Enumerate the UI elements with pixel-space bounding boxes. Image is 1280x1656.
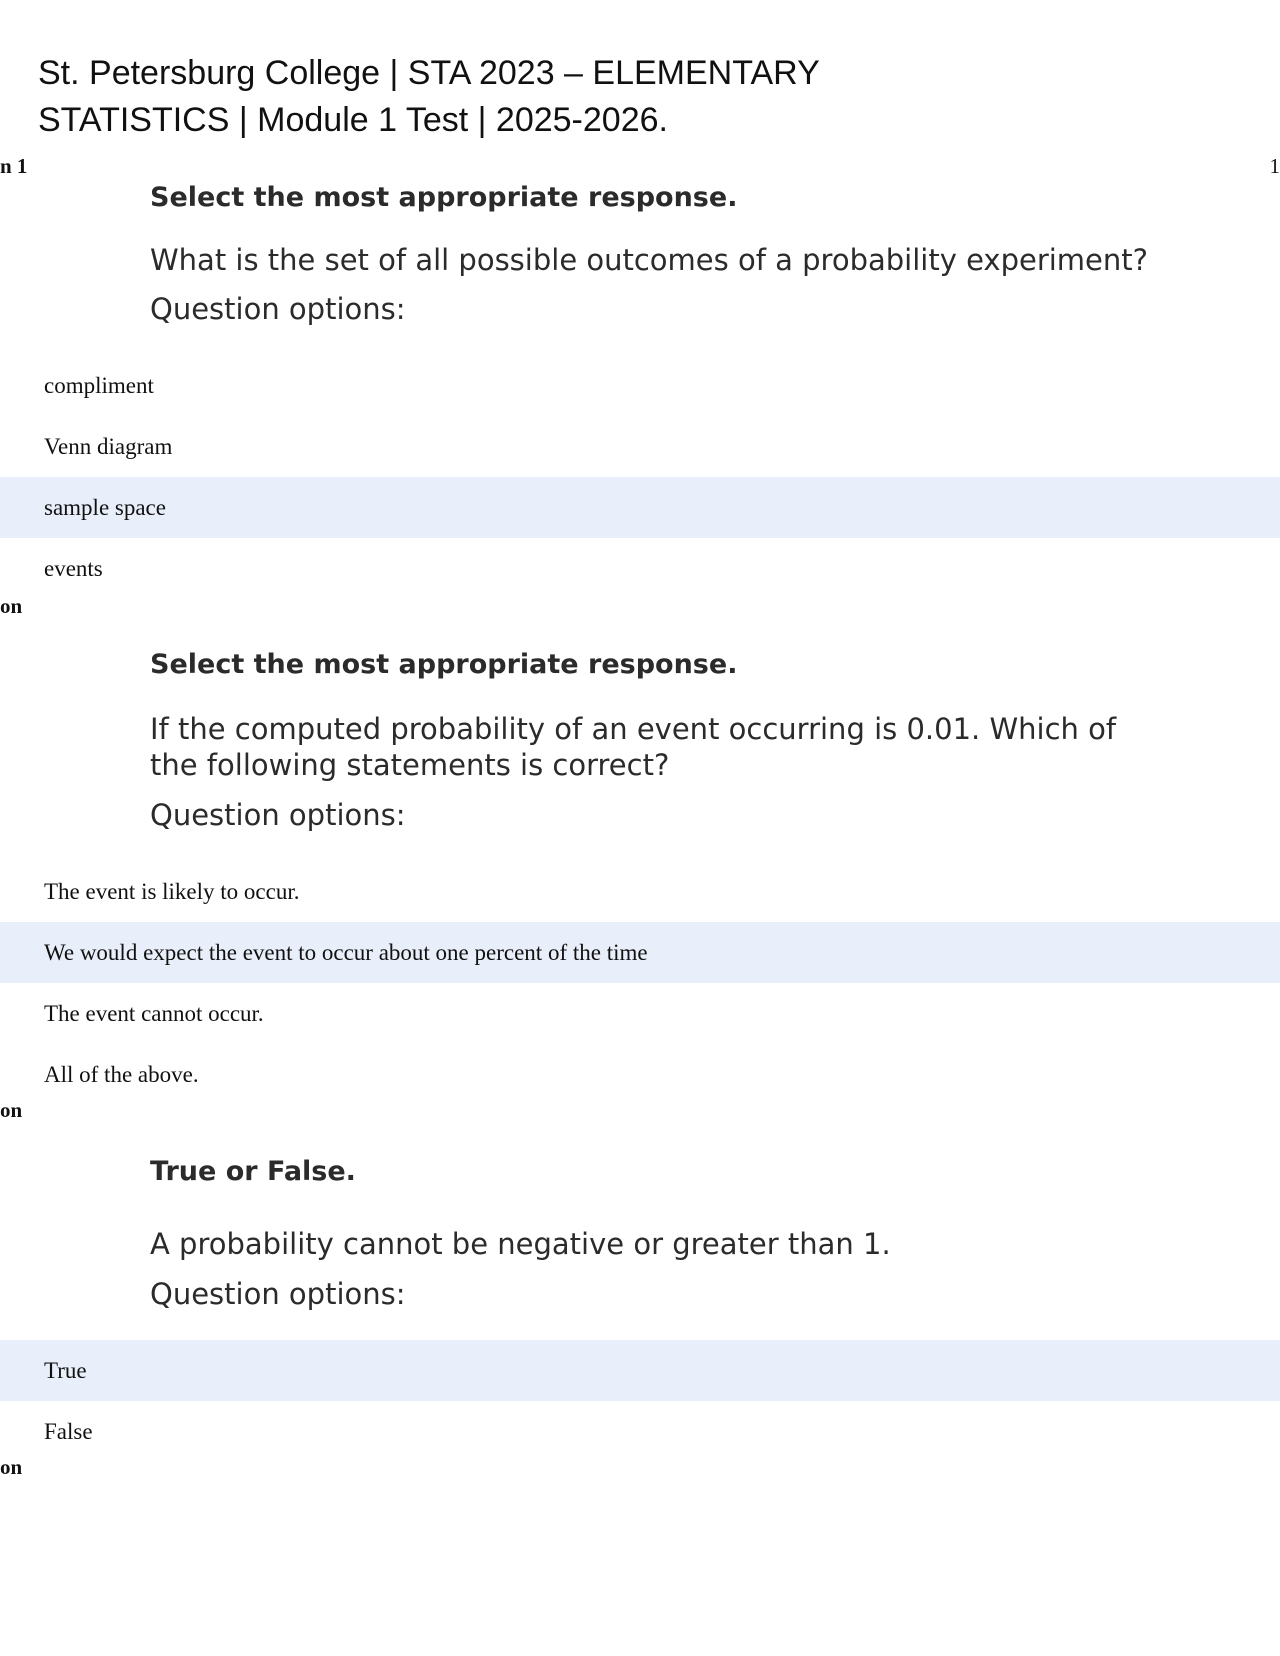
question-1-instruction: Select the most appropriate response.: [150, 182, 738, 213]
question-2-margin-label: on: [0, 594, 23, 618]
trailing-margin-label: on: [0, 1455, 23, 1479]
page-number: 1: [1269, 154, 1280, 178]
question-3-option-true[interactable]: True: [0, 1340, 1280, 1401]
question-1-margin-label: n 1: [0, 154, 28, 178]
question-2-option-all-above[interactable]: All of the above.: [44, 1062, 199, 1087]
question-1-options-label: Question options:: [150, 292, 406, 326]
question-2-options-label: Question options:: [150, 798, 406, 832]
question-1-option-compliment[interactable]: compliment: [44, 373, 154, 398]
question-1-text: What is the set of all possible outcomes of a probability experiment?: [150, 243, 1149, 277]
question-3-margin-label: on: [0, 1098, 23, 1122]
document-title-line-2: STATISTICS | Module 1 Test | 2025-2026.: [38, 101, 668, 139]
document-title-line-1: St. Petersburg College | STA 2023 – ELEMENTARY: [38, 54, 820, 92]
question-3-options-label: Question options:: [150, 1277, 406, 1311]
question-1-option-sample-space[interactable]: sample space: [0, 477, 1280, 538]
question-3-option-false[interactable]: False: [44, 1419, 93, 1444]
question-2-text: If the computed probability of an event occurring is 0.01. Which of the following statements is correct?: [150, 712, 1117, 782]
question-2-option-likely[interactable]: The event is likely to occur.: [44, 879, 300, 904]
question-2-option-cannot-occur[interactable]: The event cannot occur.: [44, 1001, 264, 1026]
question-1-option-venn-diagram[interactable]: Venn diagram: [44, 434, 173, 459]
question-2-instruction: Select the most appropriate response.: [150, 649, 738, 680]
question-2-option-one-percent[interactable]: We would expect the event to occur about one percent of the time: [0, 922, 1280, 983]
document-title: [38, 50, 938, 144]
question-1-option-events[interactable]: events: [44, 556, 103, 581]
question-3-instruction: True or False.: [150, 1156, 356, 1187]
question-3-text: A probability cannot be negative or greater than 1.: [150, 1227, 891, 1261]
